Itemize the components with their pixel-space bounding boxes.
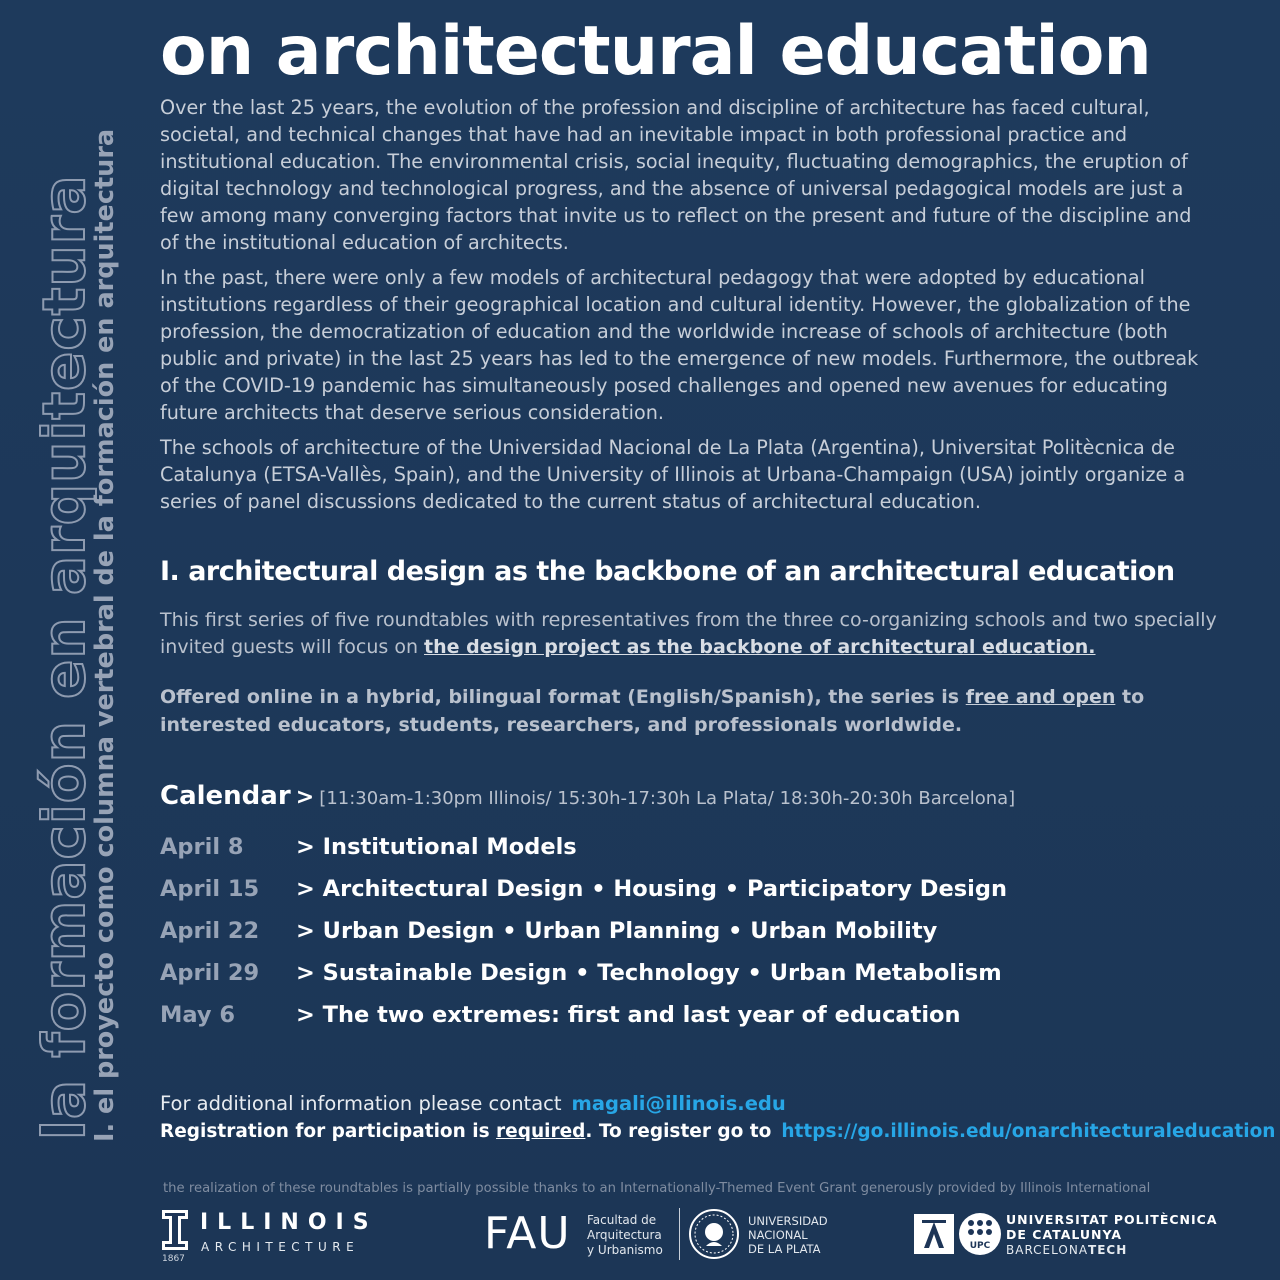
schedule-topic: > The two extremes: first and last year of education xyxy=(296,1002,961,1028)
series-link[interactable]: the design project as the backbone of architectural education. xyxy=(424,636,1096,658)
calendar-arrow: > xyxy=(295,785,315,810)
schedule-date: April 22 xyxy=(160,918,260,944)
schedule-row xyxy=(160,876,1007,918)
offered-text xyxy=(160,683,1220,739)
fau-wordmark: FAU xyxy=(484,1208,571,1259)
schedule-list xyxy=(160,834,1007,1044)
registration-post: . To register go to xyxy=(585,1121,772,1142)
schedule-date: April 29 xyxy=(160,960,260,986)
etsav-square-icon xyxy=(914,1214,954,1254)
calendar-label: Calendar xyxy=(160,781,291,811)
free-and-open-link[interactable]: free and open xyxy=(965,686,1116,708)
vertical-outline-title: la formación en arquitectura xyxy=(30,174,98,1140)
calendar-header xyxy=(160,781,1015,811)
upc-line-2: DE CATALUNYA xyxy=(1006,1227,1123,1242)
schedule-row xyxy=(160,834,1007,876)
schedule-date: May 6 xyxy=(160,1002,236,1028)
unlp-seal-icon xyxy=(688,1208,740,1260)
fau-line-1: Facultad de xyxy=(587,1213,657,1227)
intro-paragraph-3: The schools of architecture of the Universidad Nacional de La Plata (Argentina), Universitat Politècnica de Catalunya (ETSA-Vallès, Spain), and the University of Illinois at Urbana-Champaign (USA) jointly organize a series of panel discussions dedicated to the current status of architectural education. xyxy=(160,436,1186,513)
registration-link[interactable]: https://go.illinois.edu/onarchitecturaleducation xyxy=(781,1121,1276,1142)
schedule-topic: > Urban Design • Urban Planning • Urban Mobility xyxy=(296,918,938,944)
illinois-block-i-icon xyxy=(160,1208,190,1252)
schedule-topic: > Institutional Models xyxy=(296,834,577,860)
schedule-topic: > Sustainable Design • Technology • Urban Metabolism xyxy=(296,960,1002,986)
upc-line-3a: BARCELONA xyxy=(1006,1243,1089,1257)
illinois-sub: ARCHITECTURE xyxy=(201,1240,360,1254)
registration-pre: Registration for participation is xyxy=(160,1121,497,1142)
fau-name xyxy=(587,1213,663,1258)
offered-pre: Offered online in a hybrid, bilingual format (English/Spanish), the series is xyxy=(160,686,966,708)
fau-line-3: y Urbanismo xyxy=(587,1243,663,1257)
illinois-year: 1867 xyxy=(162,1254,185,1264)
offered-post: to interested educators, students, researchers, and professionals worldwide. xyxy=(160,686,1145,736)
contact-line xyxy=(160,1092,786,1115)
registration-required: required xyxy=(496,1121,586,1142)
vertical-subtitle: I. el proyecto como columna vertebral de la formación en arquitectura xyxy=(90,128,120,1142)
unlp-line-1: UNIVERSIDAD xyxy=(748,1214,828,1228)
logo-divider xyxy=(679,1208,680,1260)
illinois-name: ILLINOIS xyxy=(200,1210,378,1235)
intro-paragraph-1: Over the last 25 years, the evolution of the profession and discipline of architecture has faced cultural, societal, and technical changes that have had an inevitable impact in both professional practice and institutional education. The environmental crisis, social inequity, fluctuating demographics, the eruption of digital technology and technological progress, and the absence of universal pedagogical models are just a few among many converging factors that invite us to reflect on the present and future of the discipline and of the institutional education of architects. xyxy=(160,96,1192,254)
intro-text xyxy=(160,94,1210,523)
contact-text: For additional information please contact xyxy=(160,1092,562,1115)
upc-line-1: UNIVERSITAT POLITÈCNICA xyxy=(1006,1212,1218,1227)
unlp-name xyxy=(748,1214,828,1256)
series-description xyxy=(160,607,1220,661)
schedule-date: April 15 xyxy=(160,876,260,902)
grant-acknowledgement: the realization of these roundtables is partially possible thanks to an Internationally-Themed Event Grant generously provided by Illinois International xyxy=(163,1181,1151,1196)
schedule-date: April 8 xyxy=(160,834,244,860)
upc-line-3b: TECH xyxy=(1088,1243,1128,1257)
series-text: This first series of five roundtables with representatives from the three co-organizing schools and two specially invited guests will focus on xyxy=(160,609,1217,658)
intro-paragraph-2: In the past, there were only a few models of architectural pedagogy that were adopted by educational institutions regardless of their geographical location and cultural identity. However, the globalization of the profession, the democratization of education and the worldwide increase of schools of architecture (both public and private) in the last 25 years has led to the emergence of new models. Furthermore, the outbreak of the COVID-19 pandemic has simultaneously posed challenges and opened new avenues for educating future architects that deserve serious consideration. xyxy=(160,266,1199,424)
schedule-row xyxy=(160,1002,1007,1044)
registration-line xyxy=(160,1121,1275,1142)
page-title: on architectural education xyxy=(160,12,1151,91)
calendar-times: [11:30am-1:30pm Illinois/ 15:30h-17:30h La Plata/ 18:30h-20:30h Barcelona] xyxy=(319,788,1016,809)
schedule-topic: > Architectural Design • Housing • Participatory Design xyxy=(296,876,1007,902)
fau-line-2: Arquitectura xyxy=(587,1228,662,1242)
schedule-row xyxy=(160,918,1007,960)
upc-badge-text: UPC xyxy=(969,1241,991,1251)
unlp-line-3: DE LA PLATA xyxy=(748,1242,821,1256)
contact-email-link[interactable]: magali@illinois.edu xyxy=(571,1092,786,1115)
schedule-row xyxy=(160,960,1007,1002)
upc-circle-icon xyxy=(958,1212,1002,1256)
section-title: I. architectural design as the backbone of an architectural education xyxy=(160,556,1175,587)
upc-line-3 xyxy=(1006,1243,1127,1257)
unlp-line-2: NACIONAL xyxy=(748,1228,808,1242)
